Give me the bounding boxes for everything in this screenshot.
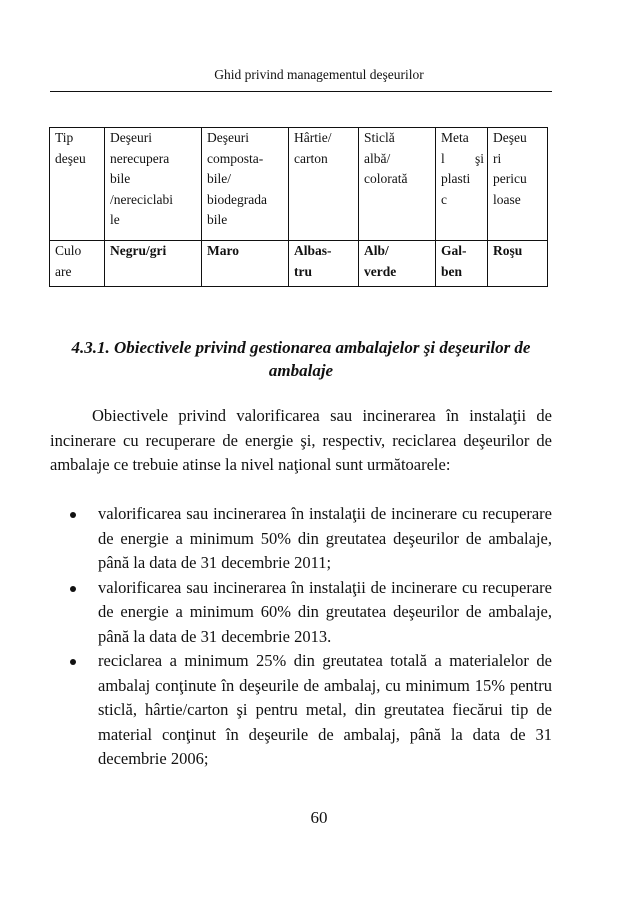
table-row-color [50, 241, 548, 287]
table-cell: Deşeu ri pericu loase [488, 128, 548, 241]
table-cell: Albas- tru [289, 241, 359, 287]
running-header: Ghid privind managementul deşeurilor [214, 67, 424, 82]
table-row-waste-type [50, 128, 548, 241]
page-number: 60 [310, 808, 328, 827]
list-item: valorificarea sau incinerarea în instalaţii de incinerare cu recuperare de energie a minimum 50% din greutatea deşeurilor de ambalaje, până la data de 31 decembrie 2011; [50, 502, 552, 576]
table-cell: Tip deşeu [50, 128, 105, 241]
table-cell: Gal- ben [436, 241, 488, 287]
intro-paragraph: Obiectivele privind valorificarea sau incinerarea în instalaţii de incinerare cu recuperare de energie şi, respectiv, reciclarea deşeurilor de ambalaje ce trebuie atinse la nivel naţional sunt următoarele: [50, 406, 552, 474]
objectives-list [50, 502, 552, 772]
bullet-icon [70, 586, 76, 592]
section-heading: 4.3.1. Obiectivele privind gestionarea ambalajelor şi deşeurilor de ambalaje [71, 338, 531, 380]
bullet-icon [70, 512, 76, 518]
table-cell: Sticlă albă/ colorată [359, 128, 436, 241]
table-cell: Meta l şi plasti c [436, 128, 488, 241]
table-cell: Deşeuri composta- bile/ biodegrada bile [202, 128, 289, 241]
header-rule [50, 91, 552, 92]
table-cell: Alb/ verde [359, 241, 436, 287]
table-cell: Deşeuri nerecupera bile /nereciclabi le [105, 128, 202, 241]
bullet-icon [70, 659, 76, 665]
list-item: valorificarea sau incinerarea în instalaţii de incinerare cu recuperare de energie a minimum 60% din greutatea deşeurilor de ambalaje, până la data de 31 decembrie 2013. [50, 576, 552, 650]
table-cell: Roşu [488, 241, 548, 287]
table-cell: Negru/gri [105, 241, 202, 287]
list-item: reciclarea a minimum 25% din greutatea totală a materialelor de ambalaj conţinute în deşeurile de ambalaj, cu minimum 15% pentru sticlă, hârtie/carton şi pentru metal, din greutatea fiecărui tip de material conţinut în deşeurile de ambalaj, până la data de 31 decembrie 2006; [50, 649, 552, 772]
table-cell: Culo are [50, 241, 105, 287]
table-cell: Hârtie/ carton [289, 128, 359, 241]
table-cell: Maro [202, 241, 289, 287]
waste-color-table [49, 127, 548, 287]
